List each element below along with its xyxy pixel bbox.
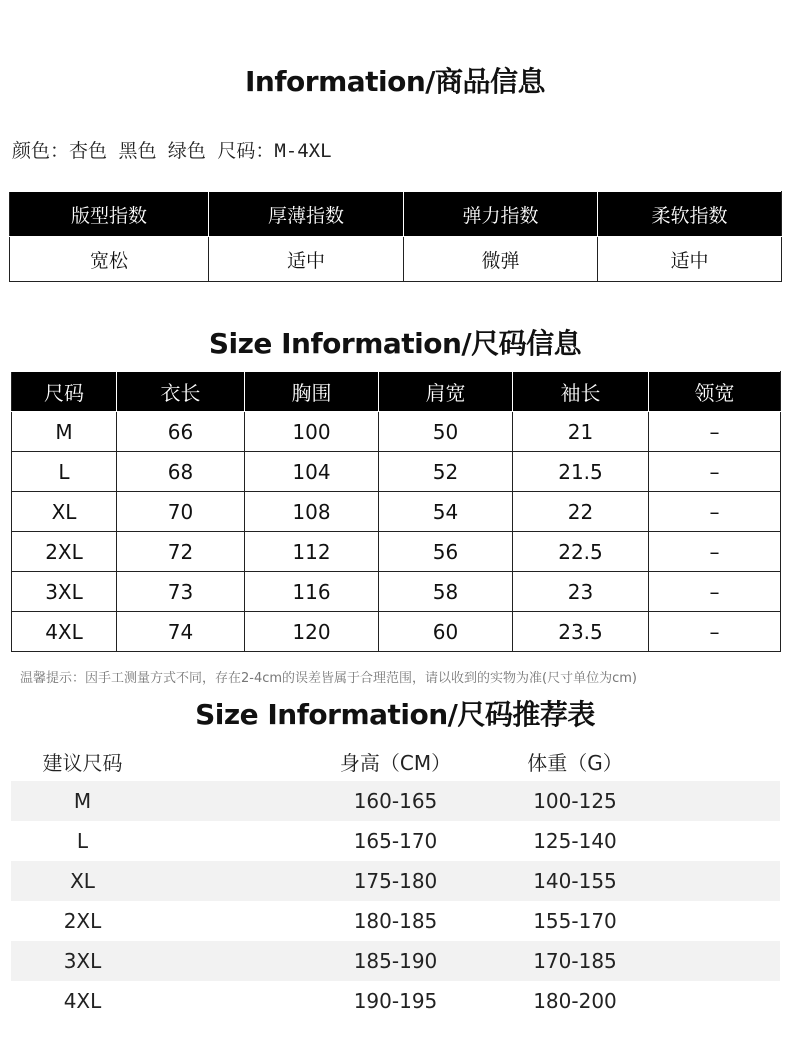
shoulder-cell: 50: [379, 412, 513, 452]
table-row: [11, 821, 780, 861]
chest-cell: 120: [245, 612, 379, 652]
value-cell-elasticity: 微弹: [404, 237, 598, 282]
length-cell: 73: [117, 572, 245, 612]
collar-cell: –: [649, 412, 781, 452]
weight-cell: 140-155: [488, 861, 780, 901]
length-cell: 70: [117, 492, 245, 532]
header-cell-chest: 胸围: [245, 372, 379, 412]
table-row: [12, 572, 781, 612]
color-size-line: 颜色：杏色 黑色 绿色 尺码：M-4XL: [12, 140, 332, 162]
product-info-title: Information/商品信息: [244, 65, 546, 98]
table-row: [11, 941, 780, 981]
shoulder-cell: 58: [379, 572, 513, 612]
shoulder-cell: 56: [379, 532, 513, 572]
size-cell: 3XL: [12, 572, 117, 612]
weight-cell: 100-125: [488, 781, 780, 821]
header-cell-fit: 版型指数: [10, 192, 209, 237]
length-cell: 66: [117, 412, 245, 452]
header-cell-softness: 柔软指数: [598, 192, 782, 237]
table-row: [12, 452, 781, 492]
index-header-row: [10, 192, 782, 237]
collar-cell: –: [649, 452, 781, 492]
measurement-note: 温馨提示：因手工测量方式不同，存在2-4cm的误差皆属于合理范围，请以收到的实物为准(尺寸单位为cm): [20, 671, 637, 686]
chest-cell: 108: [245, 492, 379, 532]
weight-cell: 170-185: [488, 941, 780, 981]
size-cell: 2XL: [63, 909, 102, 933]
header-cell-size: 尺码: [12, 372, 117, 412]
collar-cell: –: [649, 612, 781, 652]
weight-cell: 125-140: [533, 829, 617, 853]
chest-cell: 100: [245, 412, 379, 452]
table-row: [12, 412, 781, 452]
length-cell: 72: [117, 532, 245, 572]
sleeve-cell: 21.5: [513, 452, 649, 492]
length-cell: 74: [117, 612, 245, 652]
header-cell-sleeve: 袖长: [513, 372, 649, 412]
product-index-table: [9, 191, 782, 282]
sleeve-cell: 23.5: [513, 612, 649, 652]
table-row: [11, 901, 780, 941]
shoulder-cell: 60: [379, 612, 513, 652]
height-cell: 190-195: [353, 989, 438, 1013]
sleeve-cell: 23: [513, 572, 649, 612]
header-cell-shoulder: 肩宽: [379, 372, 513, 412]
size-cell: L: [12, 452, 117, 492]
table-row: [12, 612, 781, 652]
height-cell: 165-170: [353, 829, 438, 853]
header-cell-length: 衣长: [117, 372, 245, 412]
size-info-title: Size Information/尺码信息: [208, 327, 582, 360]
table-row: [11, 981, 780, 1021]
recommend-header-row: [11, 742, 780, 781]
size-info-table: [11, 371, 781, 652]
chest-cell: 112: [245, 532, 379, 572]
table-row: [12, 492, 781, 532]
index-value-row: [10, 237, 782, 282]
weight-cell: 155-170: [533, 909, 617, 933]
chest-cell: 104: [245, 452, 379, 492]
value-cell-fit: 宽松: [10, 237, 209, 282]
collar-cell: –: [649, 572, 781, 612]
header-cell-collar: 领宽: [649, 372, 781, 412]
length-cell: 68: [117, 452, 245, 492]
value-cell-softness: 适中: [598, 237, 782, 282]
header-cell-weight: 体重（G）: [527, 751, 623, 775]
table-row: [11, 781, 780, 821]
size-cell: 3XL: [11, 941, 303, 981]
height-cell: 185-190: [303, 941, 488, 981]
size-cell: XL: [12, 492, 117, 532]
size-cell: 4XL: [12, 612, 117, 652]
table-row: [12, 532, 781, 572]
weight-cell: 180-200: [533, 989, 617, 1013]
size-cell: M: [11, 781, 303, 821]
collar-cell: –: [649, 532, 781, 572]
chest-cell: 116: [245, 572, 379, 612]
size-cell: 2XL: [12, 532, 117, 572]
sleeve-cell: 22.5: [513, 532, 649, 572]
size-recommend-table: [11, 742, 780, 1021]
sleeve-cell: 22: [513, 492, 649, 532]
sleeve-cell: 21: [513, 412, 649, 452]
shoulder-cell: 54: [379, 492, 513, 532]
size-cell: 4XL: [63, 989, 102, 1013]
size-cell: XL: [11, 861, 303, 901]
header-cell-height: 身高（CM）: [339, 751, 452, 775]
size-header-row: [12, 372, 781, 412]
height-cell: 175-180: [303, 861, 488, 901]
value-cell-thickness: 适中: [209, 237, 404, 282]
size-recommend-title: Size Information/尺码推荐表: [195, 698, 595, 731]
size-cell: L: [76, 829, 89, 853]
height-cell: 180-185: [353, 909, 438, 933]
height-cell: 160-165: [303, 781, 488, 821]
size-cell: M: [12, 412, 117, 452]
shoulder-cell: 52: [379, 452, 513, 492]
header-cell-suggested-size: 建议尺码: [42, 751, 123, 775]
table-row: [11, 861, 780, 901]
header-cell-elasticity: 弹力指数: [404, 192, 598, 237]
collar-cell: –: [649, 492, 781, 532]
header-cell-thickness: 厚薄指数: [209, 192, 404, 237]
